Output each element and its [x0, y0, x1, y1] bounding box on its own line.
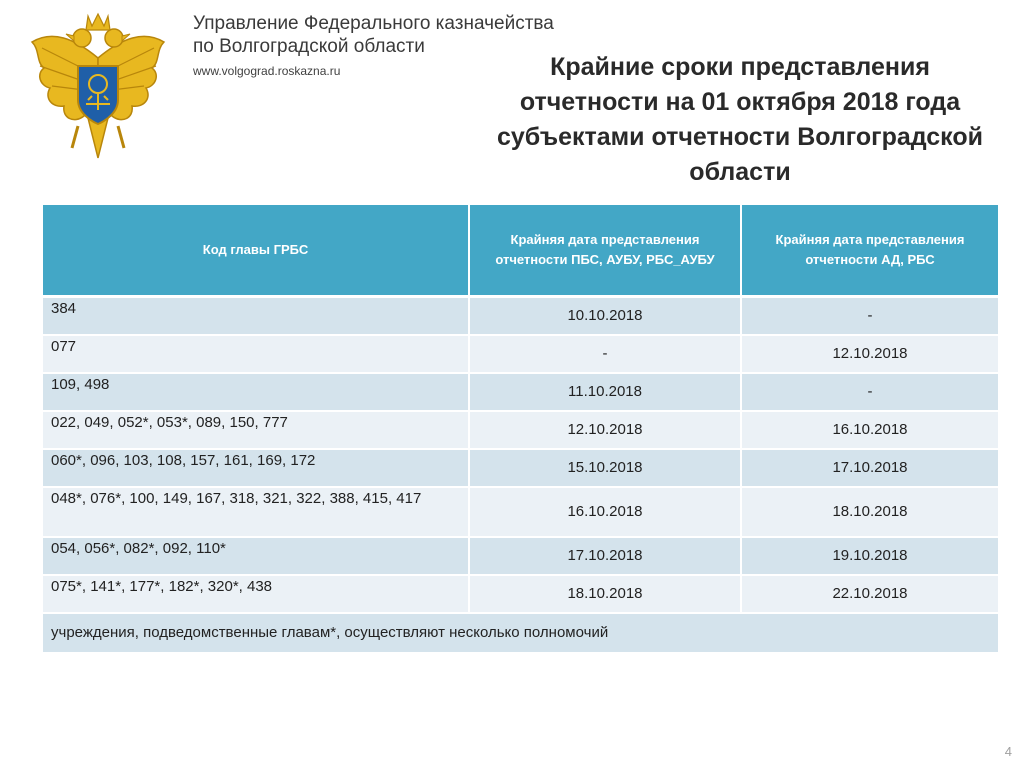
- deadline-ad-cell: 18.10.2018: [741, 487, 998, 537]
- table-row: [43, 449, 998, 487]
- deadline-ad-cell: 19.10.2018: [741, 537, 998, 575]
- deadline-pbs-cell: 10.10.2018: [469, 297, 741, 336]
- eagle-emblem-icon: [22, 8, 174, 170]
- table-row: [43, 297, 998, 336]
- slide-title: [490, 50, 990, 190]
- title-line: Крайние сроки представления: [550, 53, 930, 81]
- deadline-pbs-cell: -: [469, 335, 741, 373]
- page-number: 4: [1004, 744, 1012, 759]
- grbs-codes-cell: 048*, 076*, 100, 149, 167, 318, 321, 322, 388, 415, 417: [43, 487, 469, 537]
- header-deadline-pbs: Крайняя дата представления отчетности ПБС, АУБУ, РБС_АУБУ: [469, 205, 741, 297]
- grbs-codes-cell: 109, 498: [43, 373, 469, 411]
- grbs-codes-cell: 075*, 141*, 177*, 182*, 320*, 438: [43, 575, 469, 613]
- deadline-pbs-cell: 11.10.2018: [469, 373, 741, 411]
- title-line: отчетности на 01 октября 2018 года: [519, 88, 961, 116]
- deadline-pbs-cell: 18.10.2018: [469, 575, 741, 613]
- deadline-ad-cell: 12.10.2018: [741, 335, 998, 373]
- grbs-codes-cell: 022, 049, 052*, 053*, 089, 150, 777: [43, 411, 469, 449]
- footnote-cell: учреждения, подведомственные главам*, осуществляют несколько полномочий: [43, 613, 998, 653]
- table-row: [43, 335, 998, 373]
- deadline-ad-cell: 16.10.2018: [741, 411, 998, 449]
- table-footnote-row: [43, 613, 998, 653]
- grbs-codes-cell: 384: [43, 297, 469, 336]
- grbs-codes-cell: 060*, 096, 103, 108, 157, 161, 169, 172: [43, 449, 469, 487]
- deadline-ad-cell: 22.10.2018: [741, 575, 998, 613]
- deadline-ad-cell: -: [741, 297, 998, 336]
- table-row: [43, 411, 998, 449]
- grbs-codes-cell: 054, 056*, 082*, 092, 110*: [43, 537, 469, 575]
- website-link[interactable]: www.volgograd.roskazna.ru: [193, 64, 341, 78]
- deadline-pbs-cell: 16.10.2018: [469, 487, 741, 537]
- deadline-ad-cell: 17.10.2018: [741, 449, 998, 487]
- table-row: [43, 575, 998, 613]
- title-line: области: [689, 158, 791, 186]
- deadline-pbs-cell: 12.10.2018: [469, 411, 741, 449]
- grbs-codes-cell: 077: [43, 335, 469, 373]
- header-deadline-ad: Крайняя дата представления отчетности АД, РБС: [741, 205, 998, 297]
- table-row: [43, 487, 998, 537]
- deadline-pbs-cell: 15.10.2018: [469, 449, 741, 487]
- table-row: [43, 373, 998, 411]
- deadline-pbs-cell: 17.10.2018: [469, 537, 741, 575]
- org-name-line2: по Волгоградской области: [193, 36, 425, 57]
- org-name-line1: Управление Федерального казначейства: [193, 13, 554, 34]
- table-header-row: [43, 205, 998, 297]
- deadlines-table: [43, 205, 998, 654]
- deadline-ad-cell: -: [741, 373, 998, 411]
- header-grbs-code: Код главы ГРБС: [43, 205, 469, 297]
- title-line: субъектами отчетности Волгоградской: [496, 123, 984, 151]
- table-row: [43, 537, 998, 575]
